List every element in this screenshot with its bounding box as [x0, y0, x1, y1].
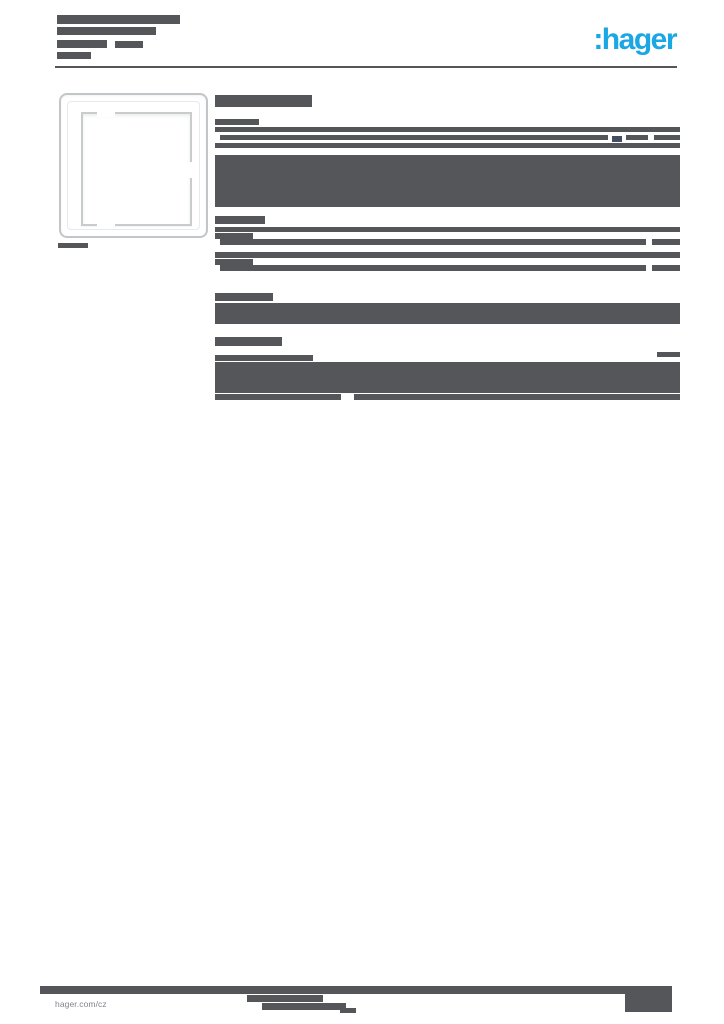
- spec-row-line: [220, 239, 646, 245]
- section-heading: [215, 337, 282, 346]
- footer-right-block: [625, 986, 672, 1012]
- footer-center-line: [262, 1003, 346, 1010]
- section-heading: [215, 293, 273, 301]
- image-caption-line: [58, 243, 88, 248]
- section-heading: [215, 95, 312, 107]
- footer-center-line: [247, 995, 323, 1002]
- table-data-line: [215, 394, 341, 400]
- footer-url-box: [50, 994, 165, 1016]
- spec-row-line: [220, 135, 608, 140]
- product-subtitle-line: [57, 52, 91, 59]
- spec-value: [654, 135, 680, 140]
- table-data-block: [215, 362, 680, 393]
- table-data-line: [354, 394, 680, 400]
- frame-opening: [81, 112, 192, 226]
- hager-logo-text: :hager: [593, 23, 676, 56]
- frame-mount-tab: [97, 111, 115, 117]
- section-heading: [215, 216, 265, 224]
- product-subtitle-line: [57, 40, 107, 48]
- spec-label: [215, 119, 259, 125]
- spec-row-line: [215, 227, 680, 232]
- footer-center-line: [340, 1008, 356, 1013]
- product-title-line: [57, 15, 180, 24]
- footer-bar: [40, 986, 672, 994]
- spec-row-line: [215, 143, 680, 148]
- frame-mount-tab: [187, 162, 193, 178]
- spec-row-line: [626, 135, 648, 140]
- hager-logo: [584, 22, 676, 58]
- spec-row-line: [215, 252, 680, 258]
- table-header-line: [215, 355, 313, 361]
- frame-mount-tab: [97, 221, 115, 227]
- product-title-line: [57, 27, 156, 35]
- product-subtitle-line: [115, 41, 143, 48]
- spec-text-block: [215, 155, 680, 207]
- spec-value: [652, 239, 680, 245]
- spec-inline-mark: [612, 136, 622, 142]
- product-image: [59, 93, 208, 238]
- table-header-unit: [657, 352, 680, 357]
- spec-row-line: [220, 265, 646, 271]
- spec-value: [652, 265, 680, 271]
- spec-text-block: [215, 303, 680, 324]
- spec-row-line: [215, 127, 680, 132]
- header-divider: [55, 66, 677, 68]
- footer-url-link[interactable]: hager.com/cz: [55, 999, 107, 1009]
